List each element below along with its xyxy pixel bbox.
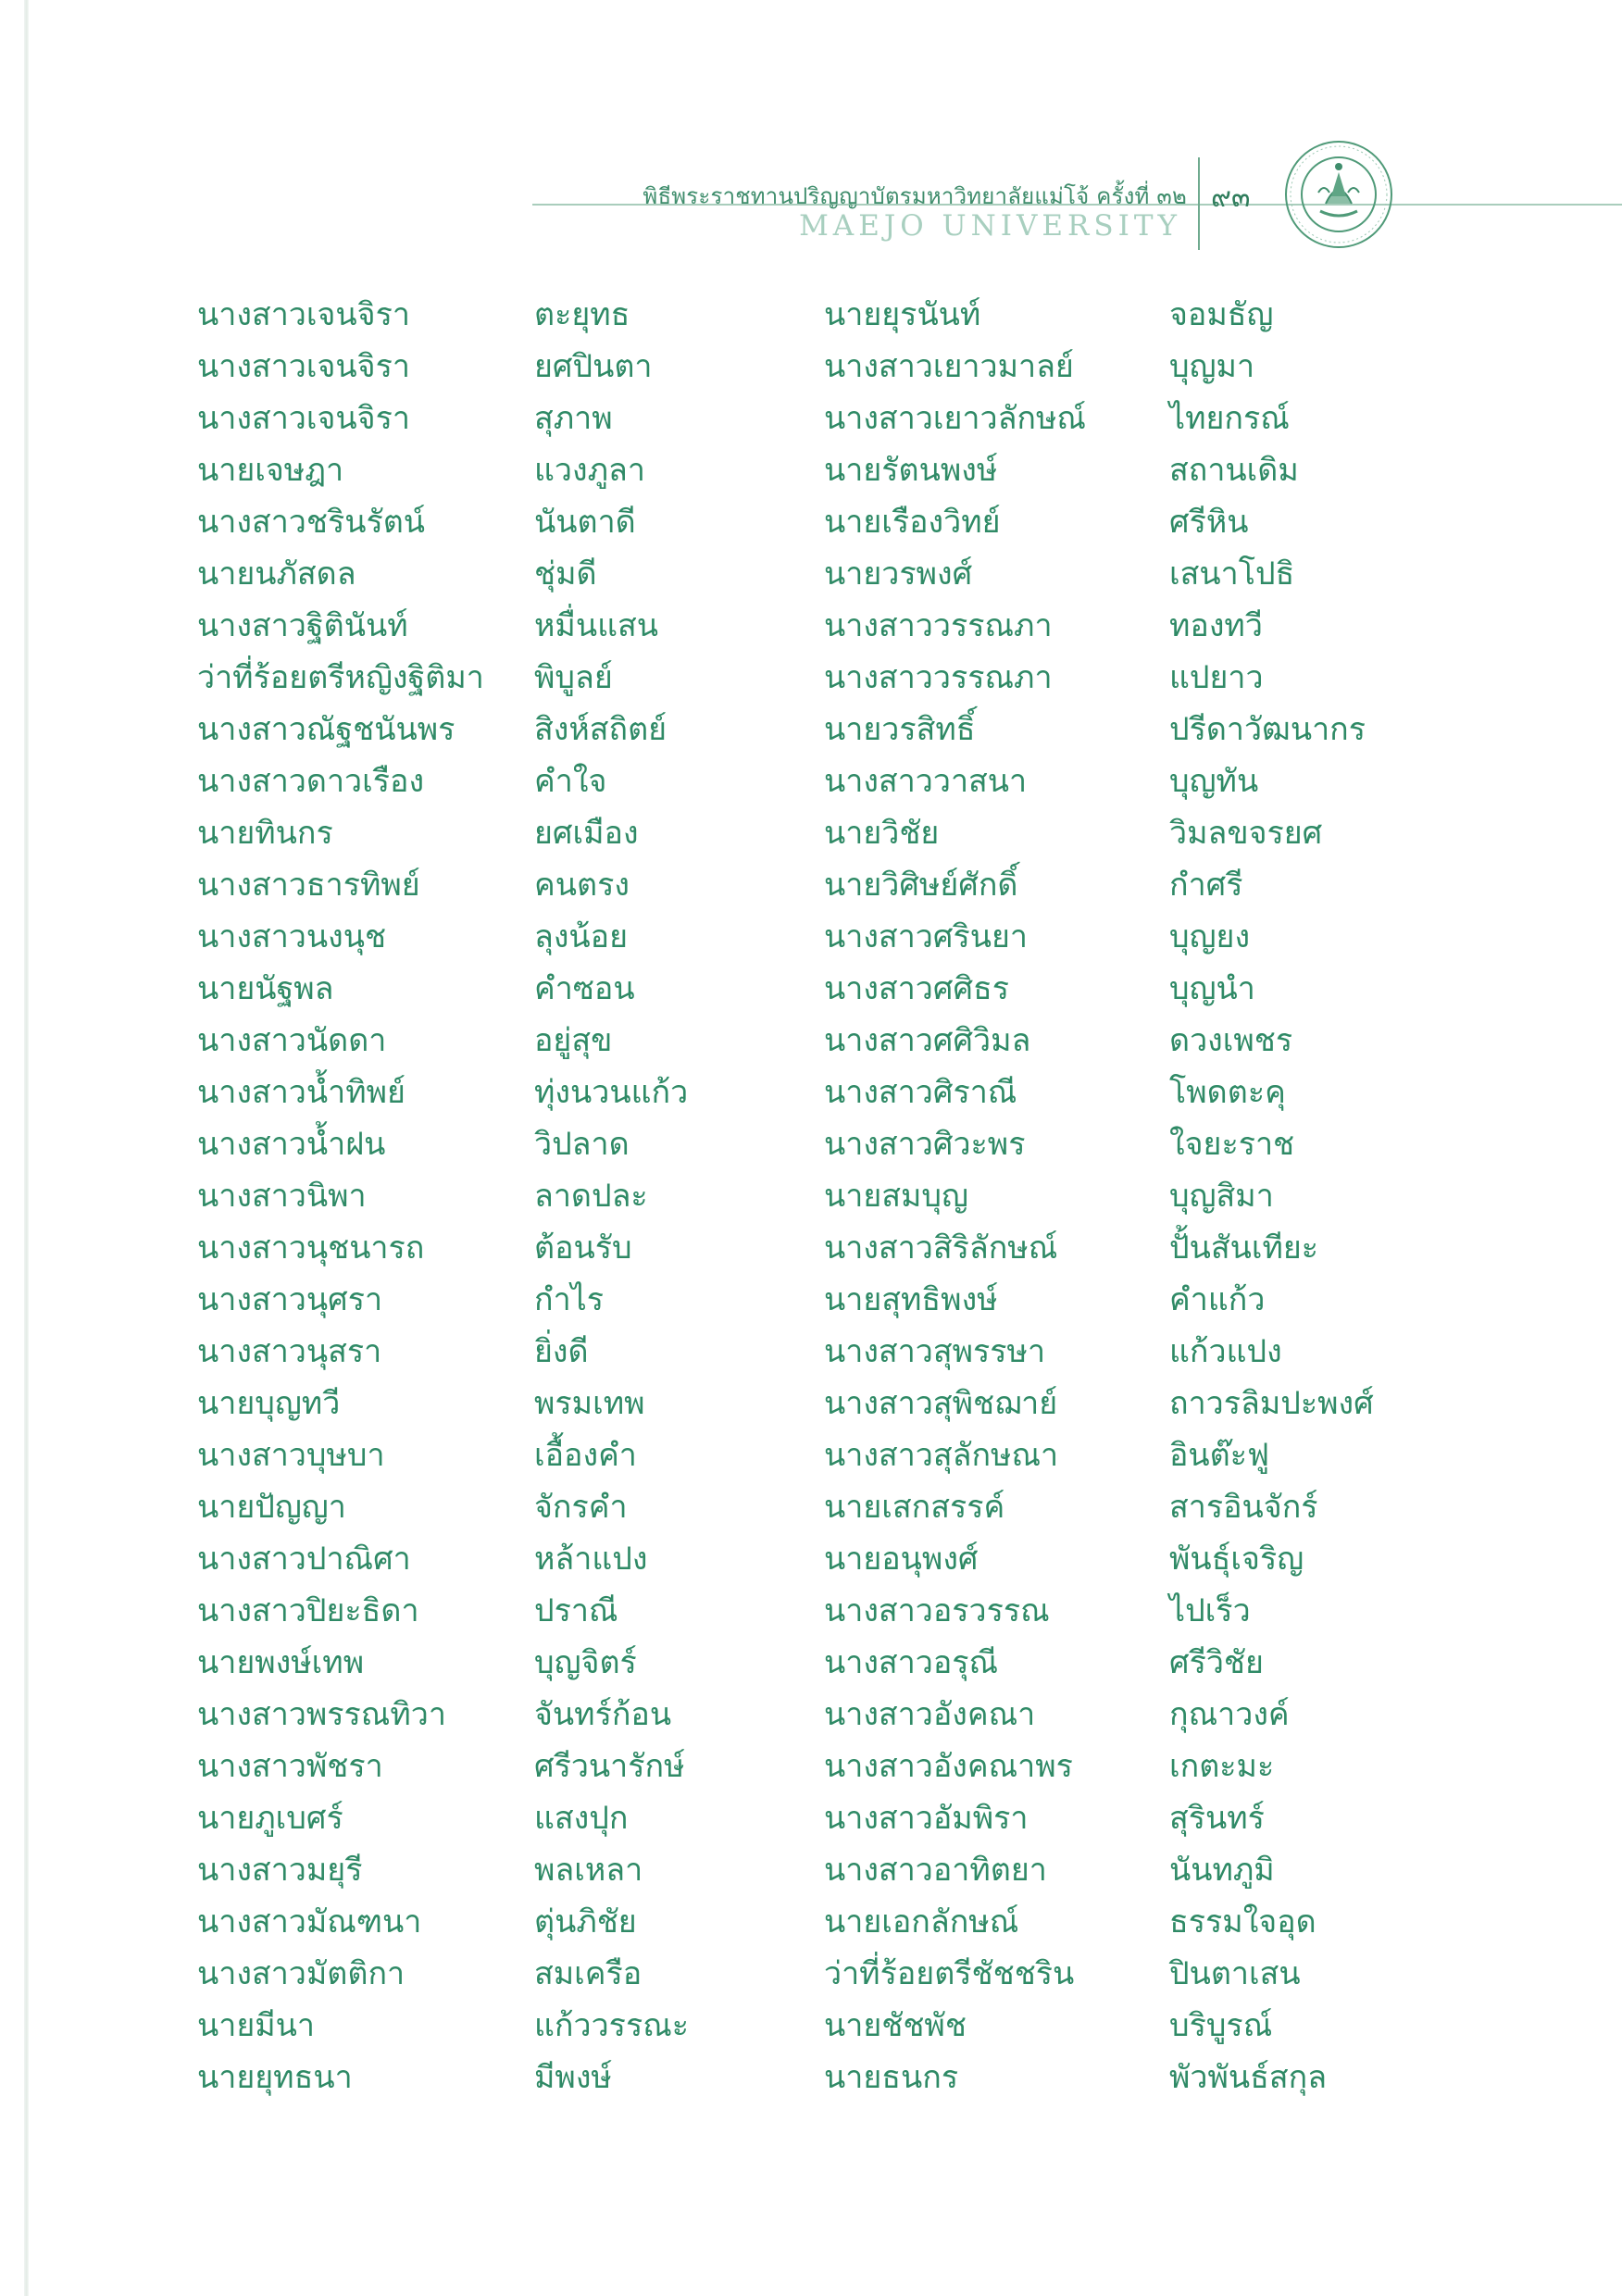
surname-right: ปรีดาวัฒนากร bbox=[1169, 711, 1366, 748]
surname-left: เอื้องคำ bbox=[534, 1437, 637, 1474]
surname-right: บุญสิมา bbox=[1169, 1178, 1274, 1215]
first-name-left: นางสาวณัฐชนันพร bbox=[197, 711, 455, 748]
name-row bbox=[0, 293, 1622, 344]
surname-right: แปยาว bbox=[1169, 659, 1264, 696]
surname-left: สุภาพ bbox=[534, 400, 613, 437]
header-divider bbox=[1198, 157, 1200, 250]
surname-left: ต้อนรับ bbox=[534, 1229, 632, 1267]
first-name-left: นางสาวปาณิศา bbox=[197, 1541, 411, 1578]
name-row bbox=[0, 915, 1622, 967]
first-name-left: นางสาวนุศรา bbox=[197, 1281, 383, 1318]
surname-right: ศรีวิชัย bbox=[1169, 1644, 1264, 1681]
first-name-right: นางสาวเยาวมาลย์ bbox=[824, 348, 1074, 385]
first-name-right: นายสมบุญ bbox=[824, 1178, 968, 1215]
name-row bbox=[0, 344, 1622, 396]
surname-left: คำใจ bbox=[534, 763, 607, 800]
surname-left: ทุ่งนวนแก้ว bbox=[534, 1074, 689, 1111]
first-name-right: นางสาวอังคณา bbox=[824, 1696, 1036, 1733]
first-name-right: นายวรพงศ์ bbox=[824, 555, 973, 593]
first-name-right: นายอนุพงศ์ bbox=[824, 1541, 979, 1578]
name-row bbox=[0, 1381, 1622, 1433]
first-name-left: นายเจษฎา bbox=[197, 452, 344, 489]
surname-right: บุญนำ bbox=[1169, 970, 1255, 1007]
first-name-right: นางสาวอรวรรณ bbox=[824, 1592, 1050, 1629]
name-row bbox=[0, 448, 1622, 500]
first-name-left: นางสาวดาวเรือง bbox=[197, 763, 425, 800]
name-row bbox=[0, 604, 1622, 655]
first-name-right: นายเอกลักษณ์ bbox=[824, 1903, 1019, 1940]
surname-left: ยิ่งดี bbox=[534, 1333, 589, 1370]
first-name-right: ว่าที่ร้อยตรีชัชชริน bbox=[824, 1955, 1075, 1992]
first-name-left: นางสาวชรินรัตน์ bbox=[197, 504, 426, 541]
surname-right: คำแก้ว bbox=[1169, 1281, 1266, 1318]
first-name-right: นางสาวสุลักษณา bbox=[824, 1437, 1059, 1474]
first-name-left: นายยุทธนา bbox=[197, 2059, 353, 2096]
surname-left: ชุ่มดี bbox=[534, 555, 597, 593]
surname-right: พัวพันธ์สกุล bbox=[1169, 2059, 1328, 2096]
name-row bbox=[0, 1952, 1622, 2003]
surname-left: พิบูลย์ bbox=[534, 659, 613, 696]
name-row bbox=[0, 396, 1622, 448]
name-row bbox=[0, 863, 1622, 915]
first-name-right: นายเรืองวิทย์ bbox=[824, 504, 1001, 541]
first-name-right: นายชัชพัช bbox=[824, 2007, 967, 2044]
first-name-right: นายยุรนันท์ bbox=[824, 296, 981, 333]
first-name-left: นางสาวนัดดา bbox=[197, 1022, 387, 1059]
page-header bbox=[0, 139, 1622, 268]
surname-left: บุญจิตร์ bbox=[534, 1644, 637, 1681]
surname-left: ตะยุทธ bbox=[534, 296, 630, 333]
name-row bbox=[0, 1537, 1622, 1589]
surname-right: เกตะมะ bbox=[1169, 1748, 1275, 1785]
surname-right: บริบูรณ์ bbox=[1169, 2007, 1273, 2044]
first-name-right: นางสาววาสนา bbox=[824, 763, 1028, 800]
first-name-right: นางสาวอังคณาพร bbox=[824, 1748, 1073, 1785]
surname-left: จันทร์ก้อน bbox=[534, 1696, 672, 1733]
first-name-left: นางสาวพรรณทิวา bbox=[197, 1696, 446, 1733]
name-row bbox=[0, 2003, 1622, 2055]
name-row bbox=[0, 1744, 1622, 1796]
surname-left: คนตรง bbox=[534, 867, 630, 904]
first-name-left: นายทินกร bbox=[197, 815, 333, 852]
first-name-left: นางสาวพัชรา bbox=[197, 1748, 383, 1785]
first-name-right: นางสาววรรณภา bbox=[824, 659, 1053, 696]
name-row bbox=[0, 1692, 1622, 1744]
first-name-right: นายสุทธิพงษ์ bbox=[824, 1281, 998, 1318]
first-name-right: นางสาวอาทิตยา bbox=[824, 1852, 1047, 1889]
surname-left: แก้ววรรณะ bbox=[534, 2007, 690, 2044]
first-name-left: นางสาวมัตติกา bbox=[197, 1955, 406, 1992]
surname-right: ทองทวี bbox=[1169, 607, 1263, 644]
first-name-left: นางสาวปิยะธิดา bbox=[197, 1592, 419, 1629]
first-name-right: นางสาวอรุณี bbox=[824, 1644, 999, 1681]
surname-right: กำศรี bbox=[1169, 867, 1243, 904]
first-name-left: นายบุญทวี bbox=[197, 1385, 341, 1422]
first-name-left: ว่าที่ร้อยตรีหญิงฐิติมา bbox=[197, 659, 484, 696]
first-name-left: นางสาวธารทิพย์ bbox=[197, 867, 420, 904]
first-name-left: นายปัญญา bbox=[197, 1489, 346, 1526]
first-name-right: นางสาววรรณภา bbox=[824, 607, 1053, 644]
surname-right: สารอินจักร์ bbox=[1169, 1489, 1318, 1526]
surname-right: กุณาวงค์ bbox=[1169, 1696, 1290, 1733]
surname-right: พันธุ์เจริญ bbox=[1169, 1541, 1304, 1578]
name-row bbox=[0, 1641, 1622, 1692]
name-row bbox=[0, 1485, 1622, 1537]
university-seal-icon bbox=[1283, 139, 1394, 250]
name-row bbox=[0, 1174, 1622, 1226]
header-title: พิธีพระราชทานปริญญาบัตรมหาวิทยาลัยแม่โจ้ ครั้งที่ ๓๒ bbox=[643, 183, 1187, 209]
surname-left: แสงปุก bbox=[534, 1800, 629, 1837]
surname-left: ลุงน้อย bbox=[534, 918, 629, 955]
name-row bbox=[0, 1122, 1622, 1174]
first-name-right: นายรัตนพงษ์ bbox=[824, 452, 998, 489]
surname-right: วิมลขจรยศ bbox=[1169, 815, 1323, 852]
surname-right: สุรินทร์ bbox=[1169, 1800, 1265, 1837]
surname-left: ยศเมือง bbox=[534, 815, 639, 852]
surname-right: บุญทัน bbox=[1169, 763, 1259, 800]
first-name-left: นางสาวน้ำทิพย์ bbox=[197, 1074, 406, 1111]
first-name-right: นายวิชัย bbox=[824, 815, 940, 852]
name-row bbox=[0, 2055, 1622, 2107]
name-row bbox=[0, 1329, 1622, 1381]
first-name-right: นายเสกสรรค์ bbox=[824, 1489, 1005, 1526]
name-row bbox=[0, 967, 1622, 1018]
surname-left: จักรคำ bbox=[534, 1489, 628, 1526]
first-name-right: นางสาวศศิวิมล bbox=[824, 1022, 1031, 1059]
surname-right: แก้วแปง bbox=[1169, 1333, 1282, 1370]
surname-left: นันตาดี bbox=[534, 504, 636, 541]
surname-left: มีพงษ์ bbox=[534, 2059, 612, 2096]
surname-right: ดวงเพชร bbox=[1169, 1022, 1293, 1059]
surname-left: พรมเทพ bbox=[534, 1385, 645, 1422]
name-row bbox=[0, 1018, 1622, 1070]
first-name-right: นางสาวสิริลักษณ์ bbox=[824, 1229, 1058, 1267]
surname-left: ตุ่นภิชัย bbox=[534, 1903, 637, 1940]
first-name-left: นายมีนา bbox=[197, 2007, 316, 2044]
name-row bbox=[0, 811, 1622, 863]
surname-left: ยศปินตา bbox=[534, 348, 653, 385]
surname-right: นันทภูมิ bbox=[1169, 1852, 1275, 1889]
first-name-right: นางสาวเยาวลักษณ์ bbox=[824, 400, 1086, 437]
surname-right: ปั้นสันเทียะ bbox=[1169, 1229, 1319, 1267]
name-row bbox=[0, 655, 1622, 707]
first-name-left: นายนัฐพล bbox=[197, 970, 334, 1007]
surname-left: ปราณี bbox=[534, 1592, 618, 1629]
first-name-right: นางสาวสุพรรษา bbox=[824, 1333, 1046, 1370]
first-name-right: นางสาวศศิธร bbox=[824, 970, 1010, 1007]
first-name-left: นางสาวเจนจิรา bbox=[197, 400, 410, 437]
name-row bbox=[0, 1589, 1622, 1641]
first-name-left: นายนภัสดล bbox=[197, 555, 356, 593]
first-name-left: นางสาวมยุรี bbox=[197, 1852, 363, 1889]
surname-left: วิปลาด bbox=[534, 1126, 630, 1163]
first-name-left: นางสาวนิพา bbox=[197, 1178, 367, 1215]
surname-right: ไทยกรณ์ bbox=[1169, 400, 1290, 437]
first-name-left: นางสาวนุสรา bbox=[197, 1333, 382, 1370]
surname-right: บุญยง bbox=[1169, 918, 1251, 955]
surname-left: คำซอน bbox=[534, 970, 635, 1007]
name-row bbox=[0, 707, 1622, 759]
surname-right: ไปเร็ว bbox=[1169, 1592, 1251, 1629]
first-name-left: นางสาวมัณฑนา bbox=[197, 1903, 422, 1940]
name-row bbox=[0, 1226, 1622, 1278]
first-name-left: นายพงษ์เทพ bbox=[197, 1644, 365, 1681]
first-name-left: นายภูเบศร์ bbox=[197, 1800, 343, 1837]
first-name-left: นางสาวเจนจิรา bbox=[197, 296, 410, 333]
surname-left: ลาดปละ bbox=[534, 1178, 648, 1215]
first-name-right: นางสาวสุพิชฌาย์ bbox=[824, 1385, 1058, 1422]
first-name-left: นางสาวนงนุช bbox=[197, 918, 387, 955]
surname-right: โพดตะคุ bbox=[1169, 1074, 1286, 1111]
surname-right: ใจยะราช bbox=[1169, 1126, 1295, 1163]
surname-right: ถาวรลิมปะพงศ์ bbox=[1169, 1385, 1374, 1422]
header-university-name: MAEJO UNIVERSITY bbox=[799, 209, 1181, 243]
name-row bbox=[0, 1848, 1622, 1900]
surname-right: เสนาโปธิ bbox=[1169, 555, 1295, 593]
name-row bbox=[0, 500, 1622, 552]
graduate-names-table bbox=[0, 293, 1622, 2107]
surname-right: ศรีหิน bbox=[1169, 504, 1249, 541]
name-row bbox=[0, 1796, 1622, 1848]
first-name-right: นางสาวศิราณี bbox=[824, 1074, 1017, 1111]
surname-left: พลเหลา bbox=[534, 1852, 643, 1889]
surname-left: อยู่สุข bbox=[534, 1022, 613, 1059]
surname-right: ปินตาเสน bbox=[1169, 1955, 1301, 1992]
name-row bbox=[0, 1433, 1622, 1485]
surname-right: สถานเดิม bbox=[1169, 452, 1299, 489]
first-name-right: นางสาวอัมพิรา bbox=[824, 1800, 1029, 1837]
name-row bbox=[0, 1278, 1622, 1329]
surname-right: ธรรมใจอุด bbox=[1169, 1903, 1316, 1940]
first-name-left: นางสาวน้ำฝน bbox=[197, 1126, 386, 1163]
name-row bbox=[0, 1070, 1622, 1122]
first-name-left: นางสาวบุษบา bbox=[197, 1437, 385, 1474]
first-name-left: นางสาวนุชนารถ bbox=[197, 1229, 425, 1267]
surname-left: กำไร bbox=[534, 1281, 605, 1318]
surname-right: บุญมา bbox=[1169, 348, 1255, 385]
name-row bbox=[0, 552, 1622, 604]
surname-left: หล้าแปง bbox=[534, 1541, 648, 1578]
surname-right: อินต๊ะฟู bbox=[1169, 1437, 1270, 1474]
first-name-right: นางสาวศรินยา bbox=[824, 918, 1028, 955]
surname-left: หมื่นแสน bbox=[534, 607, 658, 644]
first-name-right: นายวิศิษย์ศักดิ์ bbox=[824, 867, 1018, 904]
surname-left: แวงภูลา bbox=[534, 452, 645, 489]
page-number: ๙๓ bbox=[1211, 181, 1251, 214]
surname-left: สมเครือ bbox=[534, 1955, 643, 1992]
first-name-right: นายวรสิทธิ์ bbox=[824, 711, 976, 748]
first-name-right: นางสาวศิวะพร bbox=[824, 1126, 1026, 1163]
name-row bbox=[0, 1900, 1622, 1952]
surname-left: สิงห์สถิตย์ bbox=[534, 711, 668, 748]
first-name-right: นายธนกร bbox=[824, 2059, 959, 2096]
first-name-left: นางสาวฐิตินันท์ bbox=[197, 607, 408, 644]
surname-left: ศรีวนารักษ์ bbox=[534, 1748, 685, 1785]
name-row bbox=[0, 759, 1622, 811]
surname-right: จอมธัญ bbox=[1169, 296, 1274, 333]
first-name-left: นางสาวเจนจิรา bbox=[197, 348, 410, 385]
